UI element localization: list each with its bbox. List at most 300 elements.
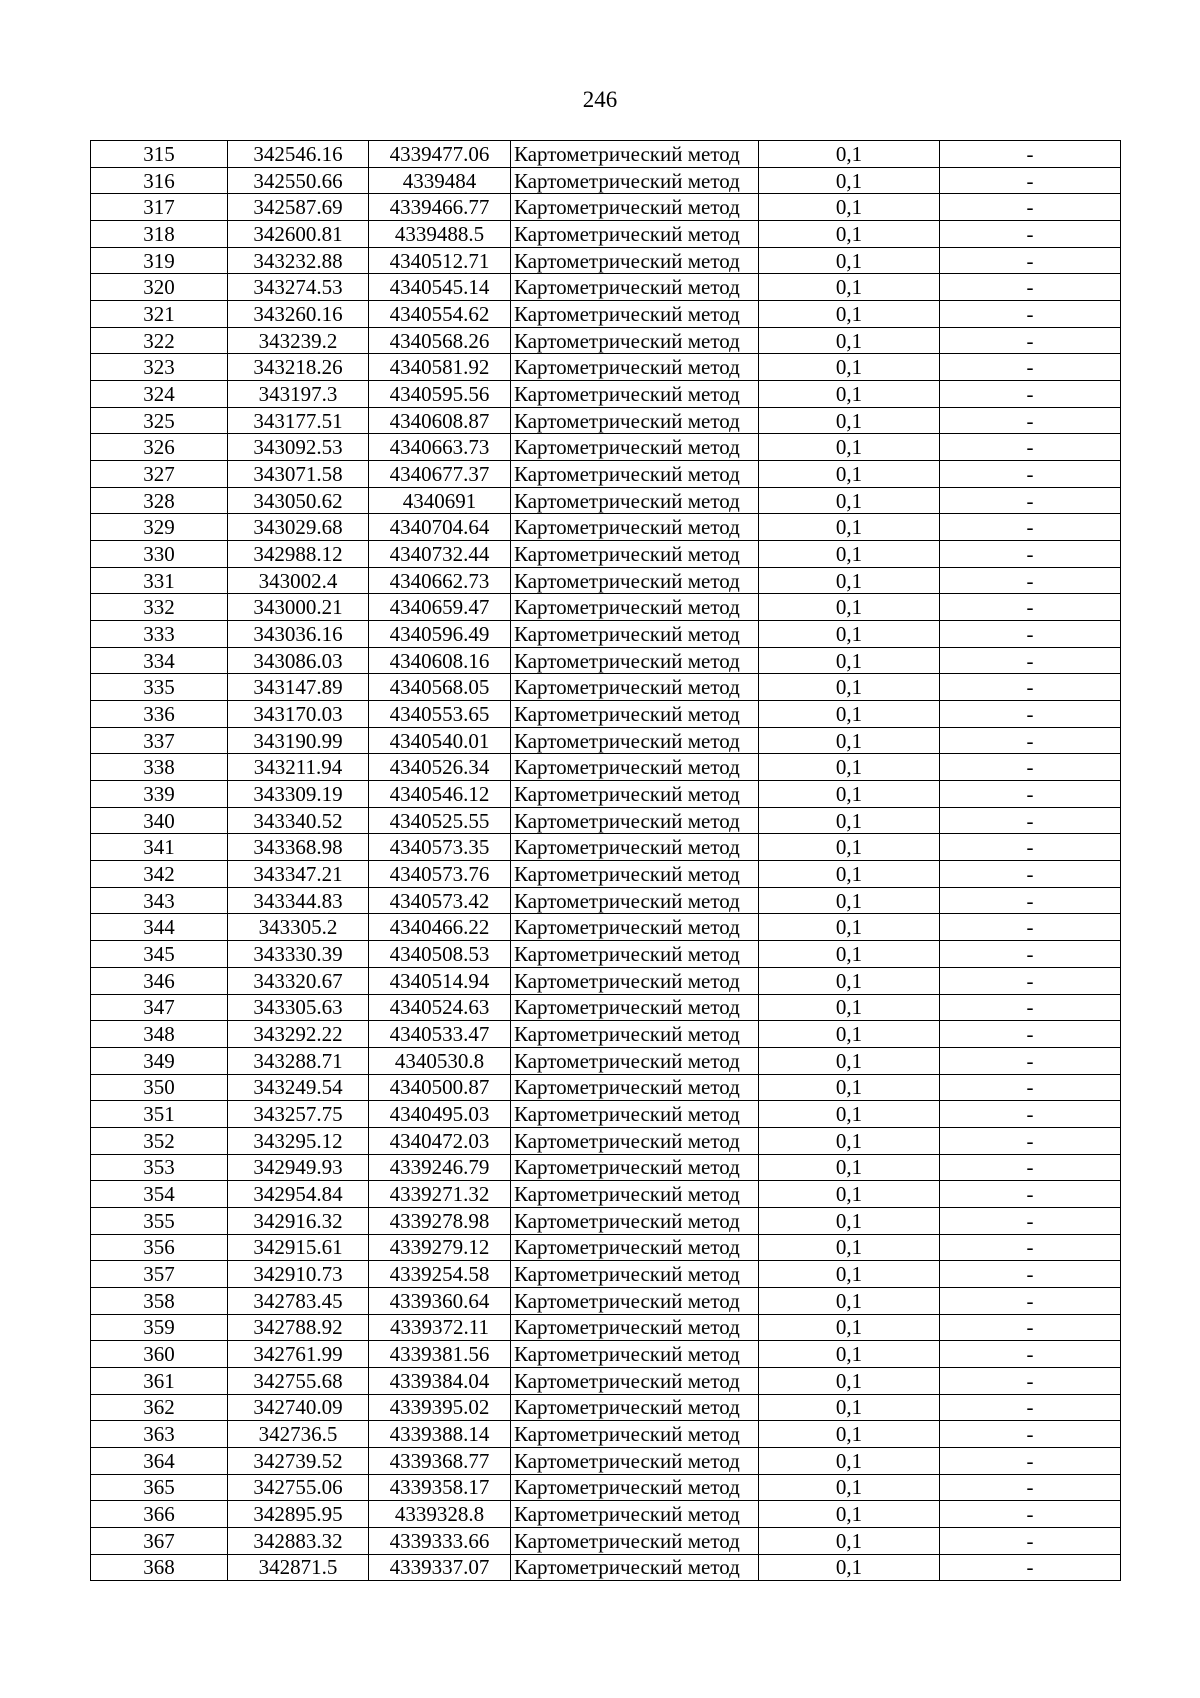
- accuracy-cell: 0,1: [759, 967, 940, 994]
- accuracy-cell: 0,1: [759, 1021, 940, 1048]
- y-coordinate-cell: 4340608.87: [369, 407, 511, 434]
- x-coordinate-cell: 343190.99: [228, 727, 369, 754]
- x-coordinate-cell: 343002.4: [228, 567, 369, 594]
- accuracy-cell: 0,1: [759, 1421, 940, 1448]
- accuracy-cell: 0,1: [759, 274, 940, 301]
- description-cell: -: [940, 647, 1121, 674]
- y-coordinate-cell: 4339358.17: [369, 1474, 511, 1501]
- x-coordinate-cell: 342550.66: [228, 167, 369, 194]
- table-row: [91, 354, 1121, 381]
- method-cell: Картометрический метод: [511, 1367, 759, 1394]
- description-cell: -: [940, 487, 1121, 514]
- method-cell: Картометрический метод: [511, 327, 759, 354]
- description-cell: -: [940, 727, 1121, 754]
- accuracy-cell: 0,1: [759, 621, 940, 648]
- accuracy-cell: 0,1: [759, 434, 940, 461]
- y-coordinate-cell: 4340514.94: [369, 967, 511, 994]
- method-cell: Картометрический метод: [511, 1207, 759, 1234]
- description-cell: -: [940, 514, 1121, 541]
- description-cell: -: [940, 1367, 1121, 1394]
- y-coordinate-cell: 4339271.32: [369, 1181, 511, 1208]
- table-row: [91, 301, 1121, 328]
- description-cell: -: [940, 567, 1121, 594]
- point-number-cell: 345: [91, 941, 228, 968]
- x-coordinate-cell: 342783.45: [228, 1287, 369, 1314]
- description-cell: -: [940, 407, 1121, 434]
- accuracy-cell: 0,1: [759, 887, 940, 914]
- coordinates-table-body: [91, 141, 1121, 1581]
- description-cell: -: [940, 221, 1121, 248]
- y-coordinate-cell: 4339278.98: [369, 1207, 511, 1234]
- y-coordinate-cell: 4340573.42: [369, 887, 511, 914]
- method-cell: Картометрический метод: [511, 1074, 759, 1101]
- method-cell: Картометрический метод: [511, 1421, 759, 1448]
- method-cell: Картометрический метод: [511, 807, 759, 834]
- x-coordinate-cell: 343257.75: [228, 1101, 369, 1128]
- x-coordinate-cell: 343218.26: [228, 354, 369, 381]
- description-cell: -: [940, 1287, 1121, 1314]
- table-row: [91, 807, 1121, 834]
- accuracy-cell: 0,1: [759, 701, 940, 728]
- table-row: [91, 1394, 1121, 1421]
- point-number-cell: 353: [91, 1154, 228, 1181]
- description-cell: -: [940, 781, 1121, 808]
- table-row: [91, 727, 1121, 754]
- method-cell: Картометрический метод: [511, 1047, 759, 1074]
- y-coordinate-cell: 4340546.12: [369, 781, 511, 808]
- table-row: [91, 487, 1121, 514]
- description-cell: -: [940, 461, 1121, 488]
- method-cell: Картометрический метод: [511, 647, 759, 674]
- accuracy-cell: 0,1: [759, 141, 940, 168]
- point-number-cell: 332: [91, 594, 228, 621]
- description-cell: -: [940, 941, 1121, 968]
- x-coordinate-cell: 343340.52: [228, 807, 369, 834]
- accuracy-cell: 0,1: [759, 1501, 940, 1528]
- point-number-cell: 333: [91, 621, 228, 648]
- table-row: [91, 1474, 1121, 1501]
- y-coordinate-cell: 4339360.64: [369, 1287, 511, 1314]
- y-coordinate-cell: 4339279.12: [369, 1234, 511, 1261]
- point-number-cell: 344: [91, 914, 228, 941]
- point-number-cell: 337: [91, 727, 228, 754]
- point-number-cell: 363: [91, 1421, 228, 1448]
- accuracy-cell: 0,1: [759, 194, 940, 221]
- accuracy-cell: 0,1: [759, 807, 940, 834]
- description-cell: -: [940, 994, 1121, 1021]
- x-coordinate-cell: 343036.16: [228, 621, 369, 648]
- accuracy-cell: 0,1: [759, 301, 940, 328]
- method-cell: Картометрический метод: [511, 1554, 759, 1581]
- method-cell: Картометрический метод: [511, 1341, 759, 1368]
- point-number-cell: 322: [91, 327, 228, 354]
- table-row: [91, 1554, 1121, 1581]
- description-cell: -: [940, 327, 1121, 354]
- point-number-cell: 366: [91, 1501, 228, 1528]
- table-row: [91, 1261, 1121, 1288]
- description-cell: -: [940, 701, 1121, 728]
- method-cell: Картометрический метод: [511, 221, 759, 248]
- method-cell: Картометрический метод: [511, 1234, 759, 1261]
- y-coordinate-cell: 4340472.03: [369, 1127, 511, 1154]
- point-number-cell: 357: [91, 1261, 228, 1288]
- method-cell: Картометрический метод: [511, 914, 759, 941]
- method-cell: Картометрический метод: [511, 354, 759, 381]
- description-cell: -: [940, 247, 1121, 274]
- method-cell: Картометрический метод: [511, 994, 759, 1021]
- method-cell: Картометрический метод: [511, 727, 759, 754]
- method-cell: Картометрический метод: [511, 1447, 759, 1474]
- description-cell: -: [940, 274, 1121, 301]
- method-cell: Картометрический метод: [511, 274, 759, 301]
- point-number-cell: 325: [91, 407, 228, 434]
- x-coordinate-cell: 342988.12: [228, 541, 369, 568]
- table-row: [91, 594, 1121, 621]
- point-number-cell: 328: [91, 487, 228, 514]
- accuracy-cell: 0,1: [759, 834, 940, 861]
- method-cell: Картометрический метод: [511, 754, 759, 781]
- table-row: [91, 781, 1121, 808]
- x-coordinate-cell: 343288.71: [228, 1047, 369, 1074]
- y-coordinate-cell: 4340677.37: [369, 461, 511, 488]
- y-coordinate-cell: 4340573.76: [369, 861, 511, 888]
- y-coordinate-cell: 4340732.44: [369, 541, 511, 568]
- table-row: [91, 941, 1121, 968]
- accuracy-cell: 0,1: [759, 1474, 940, 1501]
- x-coordinate-cell: 343249.54: [228, 1074, 369, 1101]
- x-coordinate-cell: 342954.84: [228, 1181, 369, 1208]
- method-cell: Картометрический метод: [511, 461, 759, 488]
- method-cell: Картометрический метод: [511, 1314, 759, 1341]
- accuracy-cell: 0,1: [759, 327, 940, 354]
- accuracy-cell: 0,1: [759, 1527, 940, 1554]
- x-coordinate-cell: 342600.81: [228, 221, 369, 248]
- accuracy-cell: 0,1: [759, 1234, 940, 1261]
- table-row: [91, 567, 1121, 594]
- description-cell: -: [940, 194, 1121, 221]
- table-row: [91, 1421, 1121, 1448]
- description-cell: -: [940, 1527, 1121, 1554]
- point-number-cell: 336: [91, 701, 228, 728]
- description-cell: -: [940, 434, 1121, 461]
- x-coordinate-cell: 343211.94: [228, 754, 369, 781]
- accuracy-cell: 0,1: [759, 647, 940, 674]
- table-row: [91, 887, 1121, 914]
- y-coordinate-cell: 4339328.8: [369, 1501, 511, 1528]
- x-coordinate-cell: 343368.98: [228, 834, 369, 861]
- description-cell: -: [940, 807, 1121, 834]
- table-row: [91, 141, 1121, 168]
- y-coordinate-cell: 4340500.87: [369, 1074, 511, 1101]
- x-coordinate-cell: 343197.3: [228, 381, 369, 408]
- accuracy-cell: 0,1: [759, 1101, 940, 1128]
- accuracy-cell: 0,1: [759, 407, 940, 434]
- table-row: [91, 754, 1121, 781]
- table-row: [91, 914, 1121, 941]
- table-row: [91, 461, 1121, 488]
- description-cell: -: [940, 381, 1121, 408]
- method-cell: Картометрический метод: [511, 487, 759, 514]
- x-coordinate-cell: 343071.58: [228, 461, 369, 488]
- accuracy-cell: 0,1: [759, 1127, 940, 1154]
- accuracy-cell: 0,1: [759, 1554, 940, 1581]
- table-row: [91, 1181, 1121, 1208]
- y-coordinate-cell: 4340659.47: [369, 594, 511, 621]
- table-row: [91, 861, 1121, 888]
- point-number-cell: 334: [91, 647, 228, 674]
- y-coordinate-cell: 4340495.03: [369, 1101, 511, 1128]
- method-cell: Картометрический метод: [511, 674, 759, 701]
- point-number-cell: 367: [91, 1527, 228, 1554]
- description-cell: -: [940, 1127, 1121, 1154]
- accuracy-cell: 0,1: [759, 941, 940, 968]
- description-cell: -: [940, 621, 1121, 648]
- description-cell: -: [940, 1421, 1121, 1448]
- table-row: [91, 407, 1121, 434]
- method-cell: Картометрический метод: [511, 887, 759, 914]
- method-cell: Картометрический метод: [511, 967, 759, 994]
- point-number-cell: 326: [91, 434, 228, 461]
- point-number-cell: 355: [91, 1207, 228, 1234]
- point-number-cell: 339: [91, 781, 228, 808]
- y-coordinate-cell: 4339484: [369, 167, 511, 194]
- table-row: [91, 514, 1121, 541]
- point-number-cell: 338: [91, 754, 228, 781]
- description-cell: -: [940, 541, 1121, 568]
- table-row: [91, 541, 1121, 568]
- table-row: [91, 221, 1121, 248]
- y-coordinate-cell: 4340568.26: [369, 327, 511, 354]
- point-number-cell: 358: [91, 1287, 228, 1314]
- point-number-cell: 317: [91, 194, 228, 221]
- accuracy-cell: 0,1: [759, 487, 940, 514]
- point-number-cell: 360: [91, 1341, 228, 1368]
- x-coordinate-cell: 342546.16: [228, 141, 369, 168]
- accuracy-cell: 0,1: [759, 781, 940, 808]
- accuracy-cell: 0,1: [759, 1341, 940, 1368]
- method-cell: Картометрический метод: [511, 701, 759, 728]
- accuracy-cell: 0,1: [759, 994, 940, 1021]
- x-coordinate-cell: 342910.73: [228, 1261, 369, 1288]
- point-number-cell: 346: [91, 967, 228, 994]
- table-row: [91, 1127, 1121, 1154]
- x-coordinate-cell: 343305.63: [228, 994, 369, 1021]
- description-cell: -: [940, 861, 1121, 888]
- x-coordinate-cell: 343170.03: [228, 701, 369, 728]
- method-cell: Картометрический метод: [511, 1127, 759, 1154]
- x-coordinate-cell: 343177.51: [228, 407, 369, 434]
- description-cell: -: [940, 167, 1121, 194]
- point-number-cell: 318: [91, 221, 228, 248]
- table-row: [91, 1047, 1121, 1074]
- point-number-cell: 329: [91, 514, 228, 541]
- x-coordinate-cell: 343320.67: [228, 967, 369, 994]
- point-number-cell: 350: [91, 1074, 228, 1101]
- x-coordinate-cell: 342916.32: [228, 1207, 369, 1234]
- method-cell: Картометрический метод: [511, 1287, 759, 1314]
- point-number-cell: 320: [91, 274, 228, 301]
- y-coordinate-cell: 4339388.14: [369, 1421, 511, 1448]
- x-coordinate-cell: 342871.5: [228, 1554, 369, 1581]
- y-coordinate-cell: 4339254.58: [369, 1261, 511, 1288]
- y-coordinate-cell: 4340540.01: [369, 727, 511, 754]
- table-row: [91, 247, 1121, 274]
- accuracy-cell: 0,1: [759, 1154, 940, 1181]
- accuracy-cell: 0,1: [759, 567, 940, 594]
- table-row: [91, 1287, 1121, 1314]
- x-coordinate-cell: 343260.16: [228, 301, 369, 328]
- y-coordinate-cell: 4340553.65: [369, 701, 511, 728]
- table-row: [91, 647, 1121, 674]
- description-cell: -: [940, 754, 1121, 781]
- y-coordinate-cell: 4340512.71: [369, 247, 511, 274]
- accuracy-cell: 0,1: [759, 1314, 940, 1341]
- method-cell: Картометрический метод: [511, 1101, 759, 1128]
- description-cell: -: [940, 887, 1121, 914]
- x-coordinate-cell: 343000.21: [228, 594, 369, 621]
- y-coordinate-cell: 4340596.49: [369, 621, 511, 648]
- point-number-cell: 330: [91, 541, 228, 568]
- x-coordinate-cell: 343086.03: [228, 647, 369, 674]
- x-coordinate-cell: 342949.93: [228, 1154, 369, 1181]
- table-row: [91, 1447, 1121, 1474]
- y-coordinate-cell: 4340581.92: [369, 354, 511, 381]
- x-coordinate-cell: 343292.22: [228, 1021, 369, 1048]
- accuracy-cell: 0,1: [759, 1047, 940, 1074]
- point-number-cell: 352: [91, 1127, 228, 1154]
- y-coordinate-cell: 4340545.14: [369, 274, 511, 301]
- point-number-cell: 324: [91, 381, 228, 408]
- accuracy-cell: 0,1: [759, 354, 940, 381]
- accuracy-cell: 0,1: [759, 221, 940, 248]
- table-row: [91, 434, 1121, 461]
- x-coordinate-cell: 342740.09: [228, 1394, 369, 1421]
- x-coordinate-cell: 342755.68: [228, 1367, 369, 1394]
- x-coordinate-cell: 343330.39: [228, 941, 369, 968]
- point-number-cell: 316: [91, 167, 228, 194]
- point-number-cell: 327: [91, 461, 228, 488]
- description-cell: -: [940, 1554, 1121, 1581]
- table-row: [91, 834, 1121, 861]
- method-cell: Картометрический метод: [511, 381, 759, 408]
- point-number-cell: 315: [91, 141, 228, 168]
- y-coordinate-cell: 4339337.07: [369, 1554, 511, 1581]
- method-cell: Картометрический метод: [511, 167, 759, 194]
- y-coordinate-cell: 4340595.56: [369, 381, 511, 408]
- description-cell: -: [940, 594, 1121, 621]
- accuracy-cell: 0,1: [759, 381, 940, 408]
- x-coordinate-cell: 343232.88: [228, 247, 369, 274]
- x-coordinate-cell: 343147.89: [228, 674, 369, 701]
- description-cell: -: [940, 834, 1121, 861]
- point-number-cell: 362: [91, 1394, 228, 1421]
- table-row: [91, 274, 1121, 301]
- y-coordinate-cell: 4340526.34: [369, 754, 511, 781]
- method-cell: Картометрический метод: [511, 1181, 759, 1208]
- table-row: [91, 1501, 1121, 1528]
- point-number-cell: 341: [91, 834, 228, 861]
- method-cell: Картометрический метод: [511, 1021, 759, 1048]
- y-coordinate-cell: 4339381.56: [369, 1341, 511, 1368]
- method-cell: Картометрический метод: [511, 194, 759, 221]
- point-number-cell: 364: [91, 1447, 228, 1474]
- accuracy-cell: 0,1: [759, 1367, 940, 1394]
- accuracy-cell: 0,1: [759, 247, 940, 274]
- x-coordinate-cell: 343050.62: [228, 487, 369, 514]
- y-coordinate-cell: 4339384.04: [369, 1367, 511, 1394]
- y-coordinate-cell: 4339372.11: [369, 1314, 511, 1341]
- accuracy-cell: 0,1: [759, 1261, 940, 1288]
- method-cell: Картометрический метод: [511, 567, 759, 594]
- method-cell: Картометрический метод: [511, 541, 759, 568]
- table-row: [91, 1101, 1121, 1128]
- table-row: [91, 381, 1121, 408]
- table-row: [91, 1021, 1121, 1048]
- method-cell: Картометрический метод: [511, 301, 759, 328]
- method-cell: Картометрический метод: [511, 861, 759, 888]
- point-number-cell: 349: [91, 1047, 228, 1074]
- table-row: [91, 621, 1121, 648]
- table-row: [91, 1154, 1121, 1181]
- description-cell: -: [940, 301, 1121, 328]
- description-cell: -: [940, 141, 1121, 168]
- method-cell: Картометрический метод: [511, 1474, 759, 1501]
- accuracy-cell: 0,1: [759, 1394, 940, 1421]
- point-number-cell: 335: [91, 674, 228, 701]
- table-row: [91, 1314, 1121, 1341]
- method-cell: Картометрический метод: [511, 141, 759, 168]
- x-coordinate-cell: 342739.52: [228, 1447, 369, 1474]
- method-cell: Картометрический метод: [511, 1394, 759, 1421]
- page-number: 246: [582, 87, 618, 112]
- method-cell: Картометрический метод: [511, 1261, 759, 1288]
- description-cell: -: [940, 1207, 1121, 1234]
- method-cell: Картометрический метод: [511, 1154, 759, 1181]
- method-cell: Картометрический метод: [511, 514, 759, 541]
- table-row: [91, 967, 1121, 994]
- x-coordinate-cell: 343274.53: [228, 274, 369, 301]
- description-cell: -: [940, 1261, 1121, 1288]
- y-coordinate-cell: 4339333.66: [369, 1527, 511, 1554]
- description-cell: -: [940, 1314, 1121, 1341]
- accuracy-cell: 0,1: [759, 727, 940, 754]
- y-coordinate-cell: 4340533.47: [369, 1021, 511, 1048]
- x-coordinate-cell: 342883.32: [228, 1527, 369, 1554]
- method-cell: Картометрический метод: [511, 781, 759, 808]
- point-number-cell: 340: [91, 807, 228, 834]
- x-coordinate-cell: 342895.95: [228, 1501, 369, 1528]
- point-number-cell: 321: [91, 301, 228, 328]
- point-number-cell: 331: [91, 567, 228, 594]
- point-number-cell: 359: [91, 1314, 228, 1341]
- accuracy-cell: 0,1: [759, 514, 940, 541]
- point-number-cell: 343: [91, 887, 228, 914]
- table-row: [91, 1367, 1121, 1394]
- accuracy-cell: 0,1: [759, 1447, 940, 1474]
- y-coordinate-cell: 4340704.64: [369, 514, 511, 541]
- x-coordinate-cell: 342587.69: [228, 194, 369, 221]
- table-row: [91, 194, 1121, 221]
- accuracy-cell: 0,1: [759, 674, 940, 701]
- y-coordinate-cell: 4340691: [369, 487, 511, 514]
- table-row: [91, 1074, 1121, 1101]
- table-row: [91, 1527, 1121, 1554]
- point-number-cell: 342: [91, 861, 228, 888]
- point-number-cell: 361: [91, 1367, 228, 1394]
- y-coordinate-cell: 4340530.8: [369, 1047, 511, 1074]
- x-coordinate-cell: 342761.99: [228, 1341, 369, 1368]
- point-number-cell: 348: [91, 1021, 228, 1048]
